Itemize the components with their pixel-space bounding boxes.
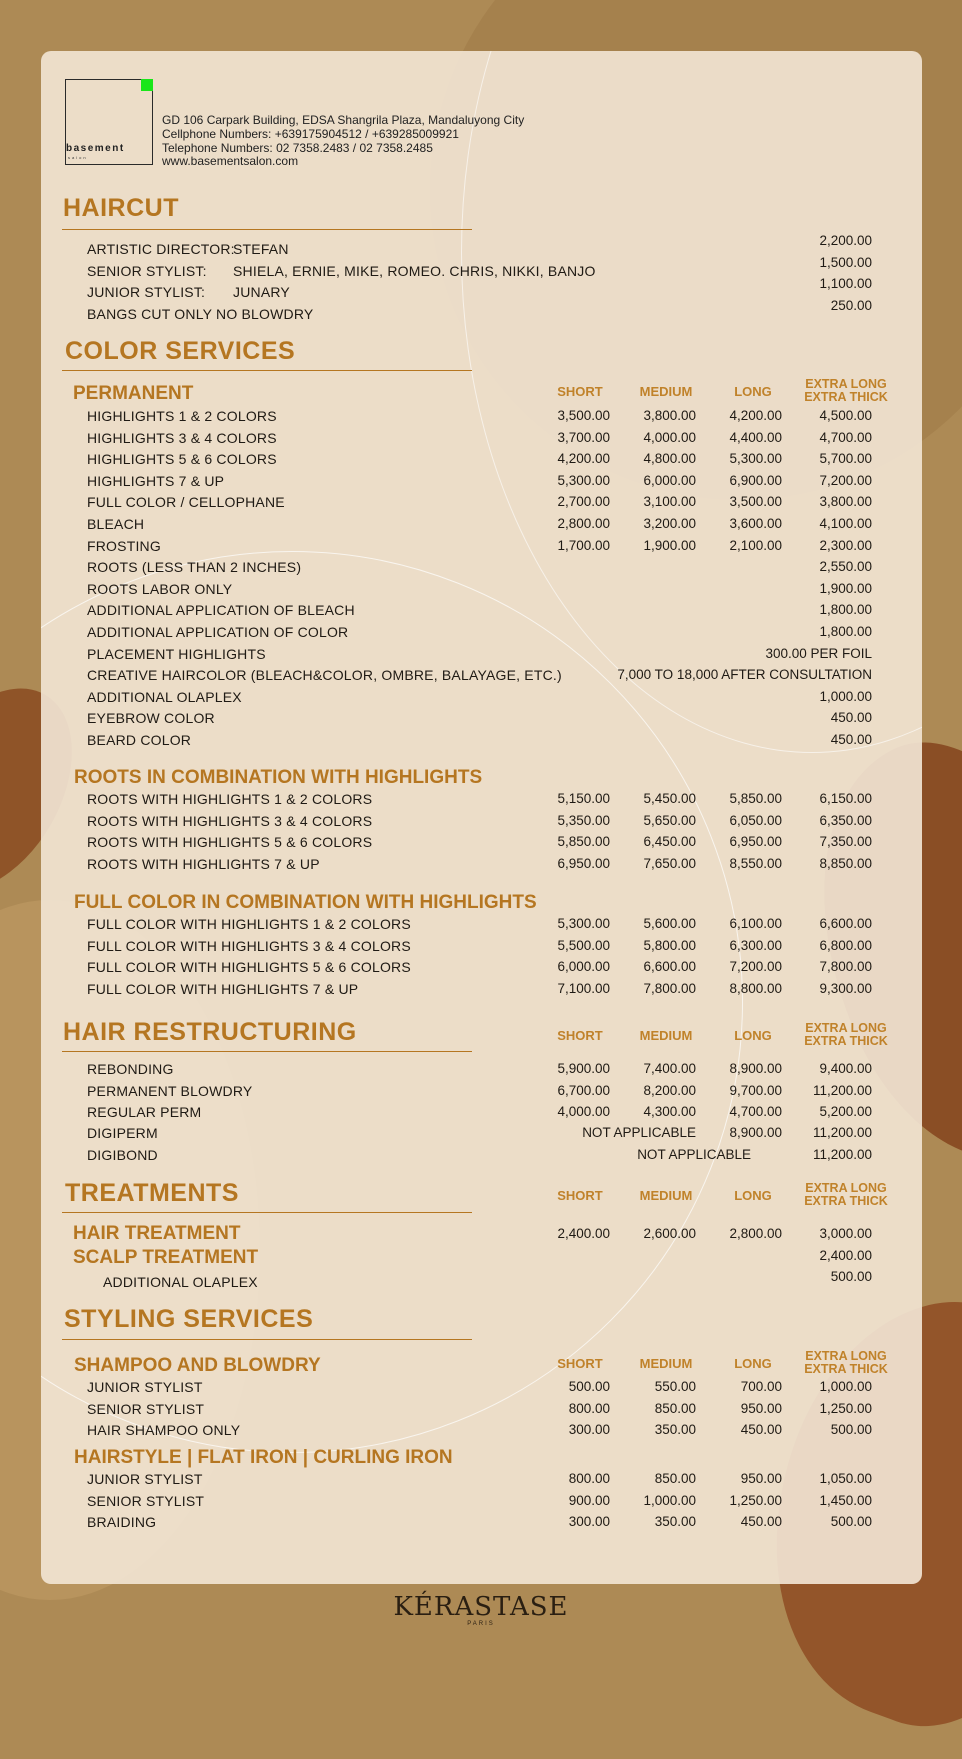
address: GD 106 Carpark Building, EDSA Shangrila Plaza, Mandaluyong City	[162, 113, 525, 127]
service-name: ADDITIONAL OLAPLEX	[103, 1274, 258, 1290]
price-long: 8,800.00	[729, 980, 782, 996]
price-extra: 6,350.00	[819, 812, 872, 828]
service-name: ROOTS WITH HIGHLIGHTS 5 & 6 COLORS	[87, 834, 373, 850]
price-short: 4,200.00	[557, 451, 610, 467]
price-extra: 500.00	[830, 1269, 872, 1284]
price-extra: 2,550.00	[819, 559, 872, 575]
service-name: HAIR SHAMPOO ONLY	[87, 1422, 241, 1438]
service-name: PLACEMENT HIGHLIGHTS	[87, 645, 266, 662]
price-extra: 3,000.00	[819, 1226, 872, 1241]
price-extra: 11,200.00	[812, 1147, 872, 1162]
service-name: CREATIVE HAIRCOLOR (BLEACH&COLOR, OMBRE, BALAYAGE, ETC.)	[87, 667, 562, 684]
service-name: SENIOR STYLIST	[87, 1492, 205, 1509]
col-header-short: SHORT	[557, 1356, 603, 1371]
stylist-level: ARTISTIC DIRECTOR:	[87, 241, 235, 257]
service-name: REBONDING	[87, 1061, 174, 1077]
price-extra: 3,800.00	[819, 494, 872, 510]
section-divider	[62, 1212, 472, 1213]
logo-subtext: salon	[68, 155, 88, 160]
section-divider	[62, 1339, 472, 1340]
price-short: 3,700.00	[557, 429, 610, 445]
price-medium: 8,200.00	[643, 1082, 696, 1098]
col-header-long: LONG	[734, 384, 772, 399]
price-long: 8,550.00	[729, 855, 782, 871]
price-extra: 500.00	[830, 1514, 872, 1529]
price-extra: 11,200.00	[812, 1082, 872, 1098]
price-long: 1,250.00	[729, 1492, 782, 1508]
stylist-names: STEFAN	[233, 241, 289, 257]
price-medium: 7,400.00	[643, 1061, 696, 1076]
price-extra: 5,700.00	[819, 451, 872, 467]
section-divider	[62, 229, 472, 230]
price-extra: 11,200.00	[812, 1125, 872, 1140]
service-name: JUNIOR STYLIST	[87, 1379, 203, 1395]
price-medium: 350.00	[654, 1514, 696, 1529]
price-medium: 850.00	[654, 1400, 696, 1416]
telephone-numbers: Telephone Numbers: 02 7358.2483 / 02 7358.2485	[162, 141, 433, 155]
price-medium: 5,450.00	[643, 791, 696, 806]
price-long: 2,100.00	[729, 537, 782, 553]
section-title-treatments: TREATMENTS	[65, 1179, 239, 1207]
price-extra: 1,250.00	[819, 1400, 872, 1416]
service-name: HIGHLIGHTS 7 & UP	[87, 472, 225, 489]
price-long: 6,900.00	[729, 472, 782, 488]
price-short: 5,300.00	[557, 916, 610, 931]
service-name: JUNIOR STYLIST	[87, 1471, 203, 1487]
price-extra: 6,150.00	[819, 791, 872, 806]
col-header-extra-thick: EXTRA THICK	[804, 1362, 888, 1376]
price-extra: 7,350.00	[819, 834, 872, 849]
price-long: 7,200.00	[729, 959, 782, 974]
col-header-long: LONG	[734, 1356, 772, 1371]
service-name: ROOTS LABOR ONLY	[87, 580, 233, 597]
price-medium: 5,800.00	[643, 937, 696, 953]
price-medium: 5,650.00	[643, 812, 696, 828]
price-medium: 2,600.00	[643, 1226, 696, 1241]
price-extra: 7,800.00	[819, 959, 872, 974]
service-name: ROOTS (LESS THAN 2 INCHES)	[87, 559, 302, 576]
price-medium: 3,200.00	[643, 516, 696, 531]
price-long: 6,100.00	[729, 916, 782, 931]
section-title-color: COLOR SERVICES	[65, 337, 296, 365]
col-header-short: SHORT	[557, 384, 603, 399]
price-medium: 6,600.00	[643, 959, 696, 974]
not-applicable: NOT APPLICABLE	[637, 1147, 751, 1162]
price-short: 300.00	[568, 1514, 610, 1529]
col-header-short: SHORT	[557, 1028, 603, 1043]
price-short: 2,700.00	[557, 494, 610, 510]
col-header-medium: MEDIUM	[639, 1028, 693, 1043]
price-long: 4,400.00	[729, 429, 782, 445]
service-name: FULL COLOR / CELLOPHANE	[87, 494, 285, 511]
section-divider	[62, 370, 472, 371]
col-header-medium: MEDIUM	[639, 1188, 693, 1203]
price-medium: 1,900.00	[643, 537, 696, 553]
price-long: 950.00	[740, 1471, 782, 1486]
price-long: 6,300.00	[729, 937, 782, 953]
price-short: 5,300.00	[557, 472, 610, 488]
price-long: 5,850.00	[729, 791, 782, 806]
price-short: 500.00	[568, 1379, 610, 1394]
price-short: 5,150.00	[557, 791, 610, 806]
kerastase-logo: KÉRASTASE	[393, 1592, 569, 1622]
service-name: ADDITIONAL OLAPLEX	[87, 688, 242, 705]
logo-text: basement	[66, 143, 125, 154]
price-extra: 6,800.00	[819, 937, 872, 953]
section-title-restructuring: HAIR RESTRUCTURING	[63, 1018, 357, 1046]
haircut-price: 1,500.00	[819, 254, 872, 270]
price-extra: 4,100.00	[819, 516, 872, 531]
service-name: HIGHLIGHTS 1 & 2 COLORS	[87, 408, 277, 424]
service-name: HIGHLIGHTS 5 & 6 COLORS	[87, 451, 277, 468]
price-extra: 2,400.00	[819, 1248, 872, 1263]
col-header-medium: MEDIUM	[639, 384, 693, 399]
price-medium: 850.00	[654, 1471, 696, 1486]
price-extra: 6,600.00	[819, 916, 872, 931]
price-long: 450.00	[740, 1422, 782, 1437]
price-short: 4,000.00	[557, 1104, 610, 1119]
price-extra: 4,500.00	[819, 408, 872, 423]
salon-logo	[65, 79, 153, 165]
service-name: ROOTS WITH HIGHLIGHTS 7 & UP	[87, 855, 320, 872]
price-extra: 2,300.00	[819, 537, 872, 553]
price-long: 9,700.00	[729, 1082, 782, 1098]
price-medium: 1,000.00	[643, 1492, 696, 1508]
price-extra: 1,050.00	[819, 1471, 872, 1486]
price-short: 5,350.00	[557, 812, 610, 828]
price-long: 3,500.00	[729, 494, 782, 510]
price-extra: 300.00 PER FOIL	[765, 645, 872, 661]
subsection-hairstyle-iron: HAIRSTYLE | FLAT IRON | CURLING IRON	[74, 1447, 453, 1468]
subsection-hair-treatment: HAIR TREATMENT	[73, 1223, 241, 1244]
stylist-names: SHIELA, ERNIE, MIKE, ROMEO. CHRIS, NIKKI, BANJO	[233, 262, 596, 279]
price-short: 6,000.00	[557, 959, 610, 974]
service-name: HIGHLIGHTS 3 & 4 COLORS	[87, 429, 277, 446]
col-header-extra-thick: EXTRA THICK	[804, 1194, 888, 1208]
service-name: SENIOR STYLIST	[87, 1400, 205, 1417]
price-short: 7,100.00	[557, 980, 610, 996]
price-short: 2,400.00	[557, 1226, 610, 1241]
service-name: ROOTS WITH HIGHLIGHTS 1 & 2 COLORS	[87, 791, 373, 807]
website[interactable]: www.basementsalon.com	[162, 154, 299, 168]
haircut-price: 1,100.00	[819, 276, 872, 291]
service-name: PERMANENT BLOWDRY	[87, 1082, 253, 1099]
price-medium: 6,450.00	[643, 834, 696, 849]
price-long: 5,300.00	[729, 451, 782, 467]
service-name: FULL COLOR WITH HIGHLIGHTS 3 & 4 COLORS	[87, 937, 411, 954]
price-extra: 500.00	[830, 1422, 872, 1437]
service-name: BEARD COLOR	[87, 732, 192, 748]
price-medium: 4,000.00	[643, 429, 696, 445]
price-medium: 6,000.00	[643, 472, 696, 488]
price-short: 300.00	[568, 1422, 610, 1437]
subsection-shampoo-blowdry: SHAMPOO AND BLOWDRY	[74, 1355, 321, 1376]
price-extra: 1,800.00	[819, 624, 872, 639]
price-extra: 1,800.00	[819, 602, 872, 618]
col-header-extra-long: EXTRA LONG	[805, 1021, 887, 1035]
cellphone-numbers: Cellphone Numbers: +639175904512 / +639285009921	[162, 127, 459, 141]
price-short: 5,850.00	[557, 834, 610, 849]
price-short: 800.00	[568, 1400, 610, 1416]
price-long: 2,800.00	[729, 1226, 782, 1241]
service-name: ADDITIONAL APPLICATION OF COLOR	[87, 624, 349, 640]
price-long: 3,600.00	[729, 516, 782, 531]
col-header-long: LONG	[734, 1188, 772, 1203]
service-name: FROSTING	[87, 537, 161, 554]
subsection-permanent: PERMANENT	[73, 383, 194, 404]
price-short: 1,700.00	[557, 537, 610, 553]
price-short: 900.00	[568, 1492, 610, 1508]
price-extra: 9,300.00	[819, 980, 872, 996]
subsection-scalp-treatment: SCALP TREATMENT	[73, 1247, 259, 1268]
price-long: 700.00	[740, 1379, 782, 1394]
price-extra: 1,450.00	[819, 1492, 872, 1508]
price-long: 950.00	[740, 1400, 782, 1416]
price-medium: 4,300.00	[643, 1104, 696, 1119]
col-header-extra-long: EXTRA LONG	[805, 1349, 887, 1363]
price-extra: 8,850.00	[819, 855, 872, 871]
price-medium: 350.00	[654, 1422, 696, 1437]
price-extra: 5,200.00	[819, 1104, 872, 1119]
not-applicable: NOT APPLICABLE	[582, 1125, 696, 1140]
price-long: 4,200.00	[729, 408, 782, 423]
price-long: 8,900.00	[729, 1061, 782, 1076]
col-header-extra-long: EXTRA LONG	[805, 377, 887, 391]
service-name: FULL COLOR WITH HIGHLIGHTS 1 & 2 COLORS	[87, 916, 411, 932]
kerastase-subtext: PARIS	[467, 1621, 495, 1627]
col-header-extra-long: EXTRA LONG	[805, 1181, 887, 1195]
price-long: 450.00	[740, 1514, 782, 1529]
price-extra: 1,900.00	[819, 580, 872, 596]
subsection-roots-combination: ROOTS IN COMBINATION WITH HIGHLIGHTS	[74, 767, 483, 788]
haircut-price: 250.00	[830, 297, 872, 313]
col-header-long: LONG	[734, 1028, 772, 1043]
price-short: 5,900.00	[557, 1061, 610, 1076]
price-short: 5,500.00	[557, 937, 610, 953]
price-short: 2,800.00	[557, 516, 610, 531]
price-short: 6,700.00	[557, 1082, 610, 1098]
subsection-full-color-combination: FULL COLOR IN COMBINATION WITH HIGHLIGHTS	[74, 892, 537, 913]
price-extra: 7,200.00	[819, 472, 872, 488]
price-extra: 7,000 TO 18,000 AFTER CONSULTATION	[617, 667, 872, 683]
price-medium: 550.00	[654, 1379, 696, 1394]
price-long: 8,900.00	[729, 1125, 782, 1140]
price-medium: 3,800.00	[643, 408, 696, 423]
price-medium: 4,800.00	[643, 451, 696, 467]
section-divider	[62, 1051, 472, 1052]
service-name: DIGIBOND	[87, 1147, 158, 1163]
price-long: 6,050.00	[729, 812, 782, 828]
stylist-names: JUNARY	[233, 284, 290, 300]
service-name: BLEACH	[87, 516, 145, 532]
stylist-level: JUNIOR STYLIST:	[87, 284, 206, 300]
price-short: 6,950.00	[557, 855, 610, 871]
price-extra: 4,700.00	[819, 429, 872, 445]
price-extra: 9,400.00	[819, 1061, 872, 1076]
price-list-card	[41, 51, 922, 1584]
price-medium: 7,650.00	[643, 855, 696, 871]
price-extra: 450.00	[830, 732, 872, 747]
col-header-short: SHORT	[557, 1188, 603, 1203]
haircut-price: 2,200.00	[819, 233, 872, 248]
service-name: ADDITIONAL APPLICATION OF BLEACH	[87, 602, 355, 619]
service-name: REGULAR PERM	[87, 1104, 202, 1120]
price-long: 4,700.00	[729, 1104, 782, 1119]
col-header-extra-thick: EXTRA THICK	[804, 1034, 888, 1048]
price-extra: 450.00	[830, 710, 872, 726]
section-title-haircut: HAIRCUT	[63, 194, 179, 222]
service-name: FULL COLOR WITH HIGHLIGHTS 7 & UP	[87, 980, 359, 997]
col-header-medium: MEDIUM	[639, 1356, 693, 1371]
service-name: DIGIPERM	[87, 1125, 158, 1141]
service-name: FULL COLOR WITH HIGHLIGHTS 5 & 6 COLORS	[87, 959, 411, 975]
stylist-level: BANGS CUT ONLY NO BLOWDRY	[87, 305, 314, 322]
logo-accent	[141, 79, 153, 91]
price-extra: 1,000.00	[819, 1379, 872, 1394]
price-medium: 7,800.00	[643, 980, 696, 996]
service-name: EYEBROW COLOR	[87, 710, 215, 727]
price-medium: 3,100.00	[643, 494, 696, 510]
stylist-level: SENIOR STYLIST:	[87, 262, 207, 279]
service-name: ROOTS WITH HIGHLIGHTS 3 & 4 COLORS	[87, 812, 373, 829]
price-short: 3,500.00	[557, 408, 610, 423]
price-medium: 5,600.00	[643, 916, 696, 931]
price-long: 6,950.00	[729, 834, 782, 849]
price-short: 800.00	[568, 1471, 610, 1486]
section-title-styling: STYLING SERVICES	[64, 1305, 314, 1333]
service-name: BRAIDING	[87, 1514, 157, 1530]
price-extra: 1,000.00	[819, 688, 872, 704]
col-header-extra-thick: EXTRA THICK	[804, 390, 888, 404]
